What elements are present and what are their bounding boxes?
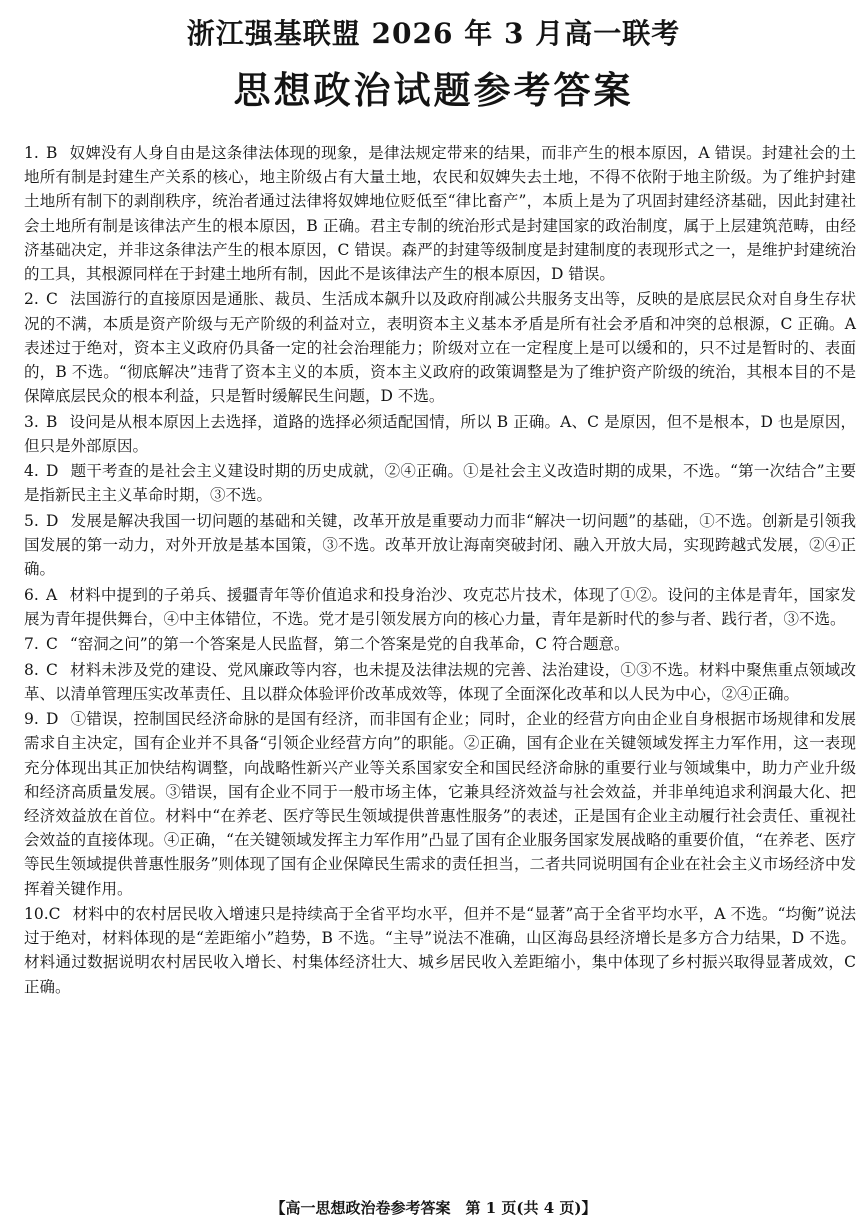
item-answer: C: [46, 635, 58, 654]
item-explanation: ①错误，控制国民经济命脉的是国有经济，而非国有企业；同时，企业的经营方向由企业自身根据市场规律和发展需求自主决定，国有企业并不具备“引领企业经营方向”的职能。②正确，国有企业在关键领域发挥主力军作用，这一表现充分体现出其正加快结构调整，向战略性新兴产业等关系国家安全和国民经济命脉的重要行业与领域集中，助力产业升级和经济高质量发展。③错误，国有企业不同于一般市场主体，它兼具经济效益与社会效益，并非单纯追求利润最大化、把经济效益放在首位。材料中“在养老、医疗等民生领域提供普惠性服务”的表述，正是国有企业主动履行社会责任、重视社会效益的直接体现。④正确，“在关键领域发挥主力军作用”凸显了国有企业服务国家发展战略的重要价值，“在养老、医疗等民生领域提供普惠性服务”则体现了国有企业保障民生需求的责任担当，二者共同说明国有企业在社会主义市场经济中发挥着关键作用。: [24, 710, 856, 898]
item-explanation: 发展是解决我国一切问题的基础和关键，改革开放是重要动力而非“解决一切问题”的基础，①不选。创新是引领我国发展的第一动力，对外开放是基本国策，③不选。改革开放让海南突破封闭、融入开放大局，实现跨越式发展，②④正确。: [24, 511, 856, 579]
document-title: 思想政治试题参考答案: [233, 68, 634, 112]
answer-item-3: [24, 410, 856, 458]
exam-title: 浙江强基联盟 2026 年 3 月高一联考: [186, 17, 681, 50]
item-number: 7.: [24, 635, 39, 654]
item-answer: B: [46, 412, 58, 431]
item-explanation: 法国游行的直接原因是通胀、裁员、生活成本飙升以及政府削减公共服务支出等，反映的是底层民众对自身生存状况的不满，本质是资产阶级与无产阶级的利益对立，表明资本主义基本矛盾是所有社会矛盾和冲突的总根源，C 正确。A 表述过于绝对，资本主义政府仍具备一定的社会治理能力；阶级对立在一定程度上是可以缓和的，只不过是暂时的、表面的，B 不选。“彻底解决”违背了资本主义的本质，资本主义政府的政策调整是为了维护资产阶级的统治，其根本目的不是保障底层民众的根本利益，只是暂时缓解民生问题，D 不选。: [24, 290, 856, 406]
answer-item-4: [24, 459, 856, 507]
item-number: 3.: [24, 412, 39, 431]
item-explanation: 奴婢没有人身自由是这条律法体现的现象，是律法规定带来的结果，而非产生的根本原因，A 错误。封建社会的土地所有制是封建生产关系的核心，地主阶级占有大量土地，农民和奴婢失去土地，不得不依附于地主阶级。为了维护封建土地所有制下的剥削秩序，统治者通过法律将奴婢地位贬低至“律比畜产”，本质上是为了巩固封建经济基础，因此封建社会土地所有制是该律法产生的根本原因，B 正确。君主专制的统治形式是封建国家的政治制度，属于上层建筑范畴，由经济基础决定，并非这条律法产生的根本原因，C 错误。森严的封建等级制度是封建制度的表现形式之一，是维护封建统治的工具，其根源同样在于封建土地所有制，因此不是该律法产生的根本原因，D 错误。: [24, 144, 856, 284]
item-explanation: “窑洞之问”的第一个答案是人民监督，第二个答案是党的自我革命，C 符合题意。: [69, 635, 630, 654]
item-explanation: 材料未涉及党的建设、党风廉政等内容，也未提及法律法规的完善、法治建设，①③不选。材料中聚焦重点领域改革、以清单管理压实改革责任、且以群众体验评价改革成效等，体现了全面深化改革和以人民为中心，②④正确。: [24, 660, 856, 703]
item-number: 10.: [24, 904, 49, 923]
item-number: 5.: [24, 511, 39, 530]
answer-item-7: [24, 632, 856, 656]
answer-item-8: [24, 658, 856, 706]
item-answer: D: [46, 511, 59, 530]
item-answer: D: [46, 710, 59, 729]
answer-item-5: [24, 509, 856, 582]
answer-list: [24, 141, 856, 1000]
item-explanation: 题干考查的是社会主义建设时期的历史成就，②④正确。①是社会主义改造时期的成果，不选。“第一次结合”主要是指新民主主义革命时期，③不选。: [24, 462, 856, 505]
item-answer: C: [46, 290, 58, 309]
answer-item-9: [24, 707, 856, 901]
item-answer: A: [46, 585, 58, 604]
item-explanation: 材料中的农村居民收入增速只是持续高于全省平均水平，但并不是“显著”高于全省平均水平，A 不选。“均衡”说法过于绝对，材料体现的是“差距缩小”趋势，B 不选。“主导”说法不准确，山区海岛县经济增长是多方合力结果，D 不选。材料通过数据说明农村居民收入增长、村集体经济壮大、城乡居民收入差距缩小，集中体现了乡村振兴取得显著成效，C 正确。: [24, 904, 856, 996]
item-answer: C: [48, 904, 61, 923]
item-answer: C: [46, 660, 58, 679]
item-number: 4.: [24, 462, 39, 481]
item-number: 6.: [24, 585, 39, 604]
answer-item-2: [24, 287, 856, 408]
item-number: 8.: [24, 660, 39, 679]
item-number: 2.: [24, 290, 39, 309]
answer-item-1: [24, 141, 856, 286]
item-number: 9.: [24, 710, 39, 729]
page-footer: 【高一思想政治卷参考答案 第 1 页(共 4 页)】: [270, 1199, 597, 1217]
item-explanation: 材料中提到的子弟兵、援疆青年等价值追求和投身治沙、攻克芯片技术，体现了①②。设问的主体是青年，国家发展为青年提供舞台，④中主体错位，不选。党才是引领发展方向的核心力量，青年是新时代的参与者、践行者，③不选。: [24, 585, 856, 628]
item-answer: B: [46, 144, 58, 162]
answer-item-10: [24, 902, 856, 999]
answer-item-6: [24, 583, 856, 631]
item-number: 1.: [24, 144, 39, 162]
item-explanation: 设问是从根本原因上去选择，道路的选择必须适配国情，所以 B 正确。A、C 是原因，但不是根本，D 也是原因，但只是外部原因。: [24, 412, 856, 455]
item-answer: D: [46, 462, 59, 481]
